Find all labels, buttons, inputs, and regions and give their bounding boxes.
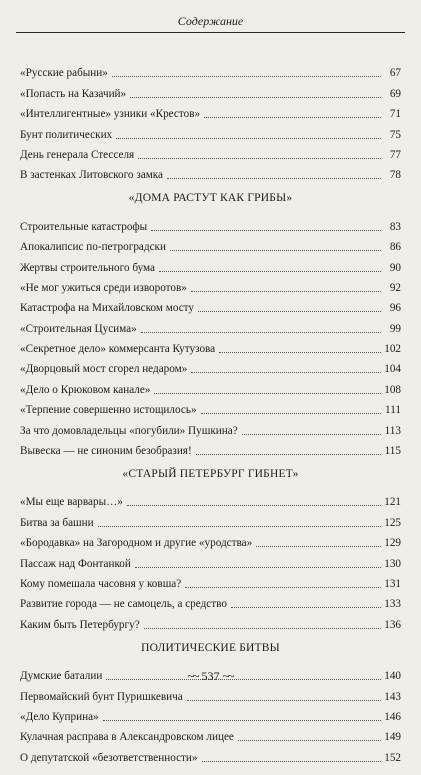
toc-entry-page: 146 xyxy=(384,710,401,723)
toc-entry xyxy=(20,376,401,396)
toc-entry-page: 140 xyxy=(384,670,401,683)
toc-entry-page: 99 xyxy=(389,322,401,335)
toc-entry-title: «Секретное дело» коммерсанта Кутузова xyxy=(20,343,216,356)
toc-entry-page: 111 xyxy=(385,404,401,417)
toc-section xyxy=(20,60,401,182)
toc-entry xyxy=(20,744,401,764)
toc-entry-page: 67 xyxy=(389,67,401,80)
toc-entry xyxy=(20,234,401,254)
toc-entry xyxy=(20,438,401,458)
toc-entry-title: Жертвы строительного бума xyxy=(20,261,156,274)
toc-entry-title: Катастрофа на Михайловском мосту xyxy=(20,302,194,315)
dot-leader xyxy=(191,291,381,292)
dot-leader xyxy=(112,76,381,77)
dot-leader xyxy=(185,587,381,588)
dot-leader xyxy=(170,250,381,251)
toc-entry-title: О депутатской «безответственности» xyxy=(20,751,198,764)
toc-entry xyxy=(20,336,401,356)
toc-entry-page: 78 xyxy=(389,169,401,182)
footer-ornament-right: ~~ xyxy=(222,669,234,683)
toc-entry xyxy=(20,530,401,550)
toc-entry-title: «Бородавка» на Загородном и другие «уродства» xyxy=(20,537,253,550)
toc-entry-title: «Дело Куприна» xyxy=(20,710,99,723)
toc-entry-title: Апокалипсис по-петроградски xyxy=(20,241,166,254)
section-title: «СТАРЫЙ ПЕТЕРБУРГ ГИБНЕТ» xyxy=(122,468,299,481)
toc-entry-title: «Дворцовый мост сгорел недаром» xyxy=(20,363,188,376)
toc-entry-title: «Русские рабыни» xyxy=(20,67,108,80)
dot-leader xyxy=(201,413,381,414)
toc-entry-page: 143 xyxy=(384,690,401,703)
toc-entry xyxy=(20,121,401,141)
dot-leader xyxy=(138,158,381,159)
toc-entry-page: 125 xyxy=(384,516,401,529)
toc-entry-page: 149 xyxy=(384,731,401,744)
footer-ornament-left: ~~ xyxy=(187,669,199,683)
running-header: Содержание xyxy=(177,14,244,28)
toc-entry-page: 77 xyxy=(389,148,401,161)
toc-entry-title: Пассаж над Фонтанкой xyxy=(20,557,131,570)
dot-leader xyxy=(98,526,381,527)
toc-entry xyxy=(20,60,401,80)
toc-entry-page: 113 xyxy=(384,424,401,437)
toc-entry-page: 71 xyxy=(389,108,401,121)
toc-entry-title: «Попасть на Казачий» xyxy=(20,87,127,100)
toc-entry xyxy=(20,315,401,335)
toc-entry xyxy=(20,724,401,744)
toc-entry xyxy=(20,550,401,570)
toc-entry-title: «Не мог ужиться среди изворотов» xyxy=(20,281,187,294)
dot-leader xyxy=(238,740,381,741)
toc-entry-title: Каким быть Петербургу? xyxy=(20,618,140,631)
dot-leader xyxy=(154,393,381,394)
toc-entry xyxy=(20,356,401,376)
toc-section xyxy=(20,192,401,458)
toc-section xyxy=(20,642,401,765)
toc-entry xyxy=(20,101,401,121)
toc-entry-page: 108 xyxy=(384,383,401,396)
toc-entry-page: 83 xyxy=(389,220,401,233)
toc-entry xyxy=(20,704,401,724)
section-title: «ДОМА РАСТУТ КАК ГРИБЫ» xyxy=(128,192,293,205)
toc-entry xyxy=(20,295,401,315)
toc-entry-page: 96 xyxy=(389,302,401,315)
toc-entry-title: За что домовладельцы «погубили» Пушкина? xyxy=(20,424,238,437)
toc-entry-page: 131 xyxy=(384,577,401,590)
dot-leader xyxy=(196,454,381,455)
toc-entry xyxy=(20,80,401,100)
toc-entry xyxy=(20,417,401,437)
page-number: 537 xyxy=(201,669,220,683)
header-rule xyxy=(16,32,405,33)
toc-entry xyxy=(20,489,401,509)
toc-entry xyxy=(20,254,401,274)
toc-entry-page: 90 xyxy=(389,261,401,274)
dot-leader xyxy=(159,271,381,272)
toc-entry-page: 136 xyxy=(384,618,401,631)
dot-leader xyxy=(127,505,381,506)
table-of-contents xyxy=(20,60,401,775)
toc-entry-title: День генерала Стесселя xyxy=(20,148,135,161)
toc-entry-title: Развитие города — не самоцель, а средство xyxy=(20,598,227,611)
toc-entry-page: 115 xyxy=(384,445,401,458)
toc-entry-title: «Терпение совершенно истощилось» xyxy=(20,404,197,417)
section-title: ПОЛИТИЧЕСКИЕ БИТВЫ xyxy=(141,641,280,654)
toc-entry xyxy=(20,213,401,233)
toc-entry-page: 121 xyxy=(384,496,401,509)
toc-entry-page: 129 xyxy=(384,537,401,550)
dot-leader xyxy=(202,761,381,762)
toc-entry-title: «Дело о Крюковом канале» xyxy=(20,383,151,396)
toc-entry-page: 152 xyxy=(384,751,401,764)
toc-entry-page: 104 xyxy=(384,363,401,376)
dot-leader xyxy=(103,720,381,721)
toc-entry xyxy=(20,142,401,162)
dot-leader xyxy=(256,546,381,547)
toc-entry-page: 69 xyxy=(389,87,401,100)
toc-entry xyxy=(20,683,401,703)
toc-entry xyxy=(20,611,401,631)
dot-leader xyxy=(144,628,381,629)
toc-entry-title: Бунт политических xyxy=(20,128,113,141)
dot-leader xyxy=(204,117,381,118)
dot-leader xyxy=(130,97,381,98)
toc-entry-title: «Интеллигентные» узники «Крестов» xyxy=(20,108,201,121)
dot-leader xyxy=(231,607,381,608)
toc-entry-page: 102 xyxy=(384,343,401,356)
toc-entry xyxy=(20,275,401,295)
toc-entry-title: Первомайский бунт Пуришкевича xyxy=(20,690,183,703)
dot-leader xyxy=(141,332,381,333)
toc-entry xyxy=(20,162,401,182)
toc-entry-title: «Строительная Цусима» xyxy=(20,322,137,335)
toc-entry-title: Кому помешала часовня у ковша? xyxy=(20,577,182,590)
toc-entry-page: 86 xyxy=(389,241,401,254)
toc-entry-page: 130 xyxy=(384,557,401,570)
toc-entry xyxy=(20,397,401,417)
toc-entry-title: Вывеска — не синоним безобразия! xyxy=(20,445,192,458)
dot-leader xyxy=(116,138,381,139)
dot-leader xyxy=(135,567,381,568)
dot-leader xyxy=(191,372,381,373)
toc-entry-page: 133 xyxy=(384,598,401,611)
dot-leader xyxy=(219,352,381,353)
toc-entry-title: Битва за башни xyxy=(20,516,94,529)
toc-entry xyxy=(20,509,401,529)
dot-leader xyxy=(198,311,381,312)
toc-section xyxy=(20,468,401,632)
toc-entry-title: Думские баталии xyxy=(20,670,103,683)
page-footer xyxy=(0,669,421,684)
toc-entry xyxy=(20,591,401,611)
toc-entry-title: Строительные катастрофы xyxy=(20,220,148,233)
toc-entry-page: 75 xyxy=(389,128,401,141)
dot-leader xyxy=(242,434,381,435)
dot-leader xyxy=(151,230,381,231)
toc-entry-page: 92 xyxy=(389,281,401,294)
toc-entry-title: В застенках Литовского замка xyxy=(20,169,164,182)
dot-leader xyxy=(167,178,381,179)
toc-entry-title: «Мы еще варвары…» xyxy=(20,496,123,509)
toc-entry-title: Кулачная расправа в Александровском лицее xyxy=(20,731,234,744)
toc-entry xyxy=(20,571,401,591)
